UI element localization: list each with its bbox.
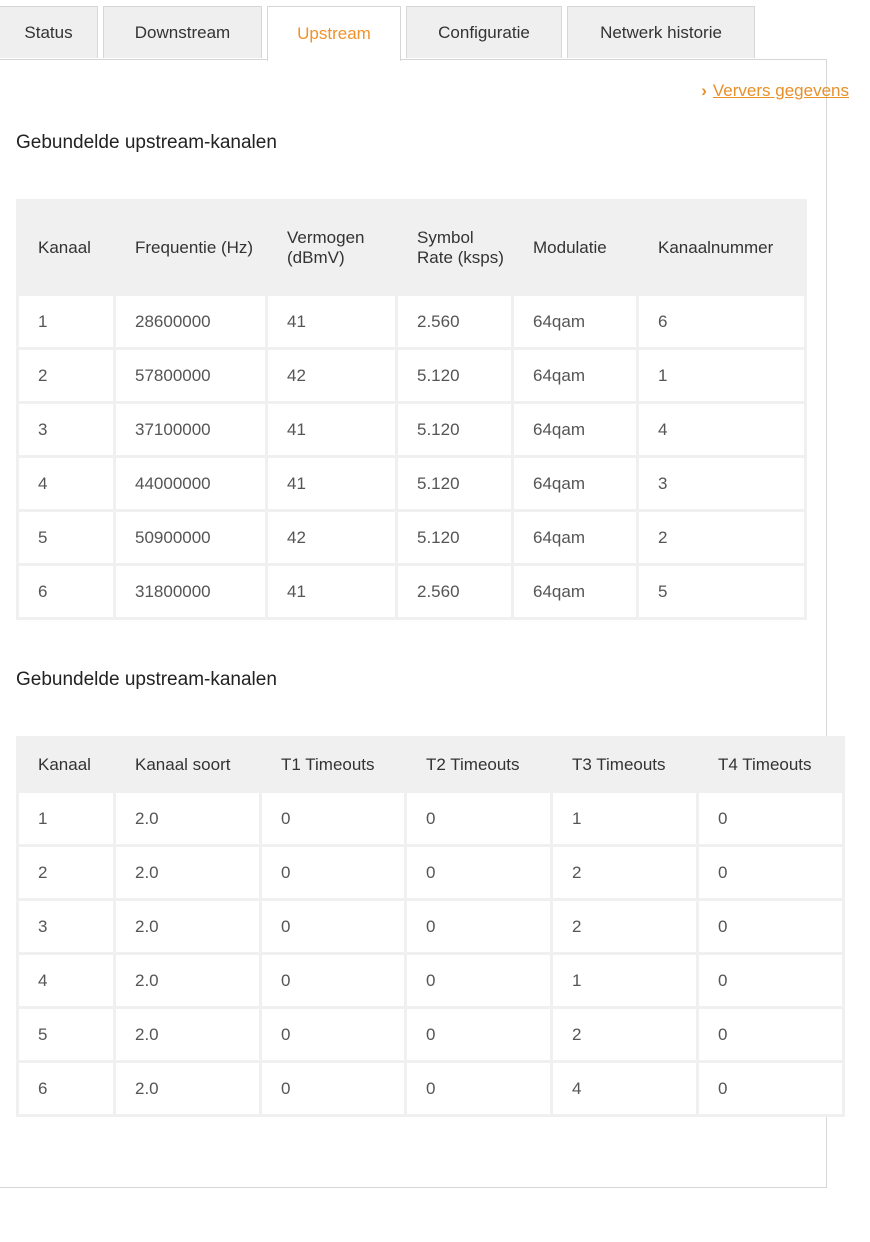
table-row (19, 1009, 842, 1060)
table-cell: 5.120 (398, 350, 511, 401)
col-header-frequentie: Frequentie (Hz) (116, 202, 265, 293)
table-cell: 2 (19, 350, 113, 401)
table-cell: 3 (19, 404, 113, 455)
tab-configuratie[interactable]: Configuratie (406, 6, 562, 58)
upstream-channels-table (16, 199, 807, 620)
table-cell: 44000000 (116, 458, 265, 509)
table-cell: 0 (262, 955, 404, 1006)
table-cell: 3 (639, 458, 804, 509)
table-cell: 0 (407, 955, 550, 1006)
table-cell: 0 (699, 847, 842, 898)
table-cell: 31800000 (116, 566, 265, 617)
refresh-link[interactable] (701, 81, 849, 101)
table-cell: 1 (553, 793, 696, 844)
table-cell: 5 (19, 1009, 113, 1060)
table-cell: 64qam (514, 296, 636, 347)
table-cell: 2.0 (116, 1009, 259, 1060)
table-cell: 5.120 (398, 512, 511, 563)
table-cell: 2 (19, 847, 113, 898)
table-cell: 1 (19, 793, 113, 844)
table-cell: 0 (262, 1009, 404, 1060)
upstream-section-title: Gebundelde upstream-kanalen (16, 132, 277, 153)
col-header-t2-timeouts: T2 Timeouts (407, 739, 550, 790)
table-row (19, 404, 804, 455)
table-cell: 2 (553, 1009, 696, 1060)
table-row (19, 296, 804, 347)
col-header-t4-timeouts: T4 Timeouts (699, 739, 842, 790)
tab-downstream[interactable]: Downstream (103, 6, 262, 58)
table-cell: 2.560 (398, 296, 511, 347)
table-cell: 41 (268, 404, 395, 455)
table-cell: 64qam (514, 512, 636, 563)
table-cell: 0 (699, 1063, 842, 1114)
col-header-kanaal: Kanaal (19, 202, 113, 293)
table-cell: 5 (19, 512, 113, 563)
table-row (19, 1063, 842, 1114)
table-cell: 0 (262, 793, 404, 844)
table-cell: 42 (268, 350, 395, 401)
table-cell: 64qam (514, 458, 636, 509)
table-header-row (19, 202, 804, 293)
table-row (19, 458, 804, 509)
col-header-kanaal: Kanaal (19, 739, 113, 790)
table-cell: 41 (268, 566, 395, 617)
table-cell: 0 (407, 793, 550, 844)
table-cell: 1 (553, 955, 696, 1006)
table-cell: 50900000 (116, 512, 265, 563)
table-cell: 2.0 (116, 901, 259, 952)
table-cell: 6 (19, 566, 113, 617)
table-cell: 2 (553, 847, 696, 898)
tab-netwerk-historie[interactable]: Netwerk historie (567, 6, 755, 58)
table-cell: 28600000 (116, 296, 265, 347)
table-cell: 6 (19, 1063, 113, 1114)
tab-status[interactable]: Status (0, 6, 98, 58)
table-cell: 0 (407, 1063, 550, 1114)
table-cell: 2.0 (116, 847, 259, 898)
col-header-vermogen: Vermogen (dBmV) (268, 202, 395, 293)
table-cell: 5 (639, 566, 804, 617)
table-cell: 0 (407, 847, 550, 898)
table-cell: 1 (639, 350, 804, 401)
timeouts-section-title: Gebundelde upstream-kanalen (16, 669, 277, 690)
col-header-kanaalnummer: Kanaalnummer (639, 202, 804, 293)
table-cell: 41 (268, 296, 395, 347)
table-row (19, 566, 804, 617)
table-cell: 0 (699, 1009, 842, 1060)
col-header-modulatie: Modulatie (514, 202, 636, 293)
table-cell: 4 (19, 458, 113, 509)
table-cell: 2.0 (116, 1063, 259, 1114)
table-cell: 0 (262, 901, 404, 952)
table-cell: 0 (262, 847, 404, 898)
table-cell: 0 (407, 901, 550, 952)
table-cell: 37100000 (116, 404, 265, 455)
table-cell: 4 (639, 404, 804, 455)
table-cell: 5.120 (398, 404, 511, 455)
table-cell: 6 (639, 296, 804, 347)
table-cell: 0 (699, 955, 842, 1006)
table-cell: 4 (19, 955, 113, 1006)
table-cell: 64qam (514, 566, 636, 617)
table-cell: 0 (407, 1009, 550, 1060)
chevron-right-icon: › (701, 81, 707, 100)
table-cell: 0 (699, 901, 842, 952)
table-cell: 42 (268, 512, 395, 563)
table-row (19, 350, 804, 401)
table-cell: 4 (553, 1063, 696, 1114)
table-row (19, 847, 842, 898)
table-cell: 64qam (514, 350, 636, 401)
table-cell: 2 (639, 512, 804, 563)
table-cell: 2.0 (116, 955, 259, 1006)
upstream-timeouts-table (16, 736, 845, 1117)
table-cell: 5.120 (398, 458, 511, 509)
table-cell: 2 (553, 901, 696, 952)
tab-upstream[interactable]: Upstream (267, 6, 401, 61)
table-cell: 2.0 (116, 793, 259, 844)
col-header-symbol-rate: Symbol Rate (ksps) (398, 202, 511, 293)
table-cell: 41 (268, 458, 395, 509)
table-cell: 1 (19, 296, 113, 347)
col-header-t1-timeouts: T1 Timeouts (262, 739, 404, 790)
tab-bar (0, 6, 870, 60)
table-cell: 0 (262, 1063, 404, 1114)
table-cell: 3 (19, 901, 113, 952)
table-header-row (19, 739, 842, 790)
table-row (19, 955, 842, 1006)
col-header-t3-timeouts: T3 Timeouts (553, 739, 696, 790)
table-cell: 64qam (514, 404, 636, 455)
table-row (19, 901, 842, 952)
col-header-kanaal-soort: Kanaal soort (116, 739, 259, 790)
table-cell: 0 (699, 793, 842, 844)
table-row (19, 793, 842, 844)
table-cell: 57800000 (116, 350, 265, 401)
table-cell: 2.560 (398, 566, 511, 617)
table-row (19, 512, 804, 563)
refresh-label: Ververs gegevens (712, 81, 849, 100)
